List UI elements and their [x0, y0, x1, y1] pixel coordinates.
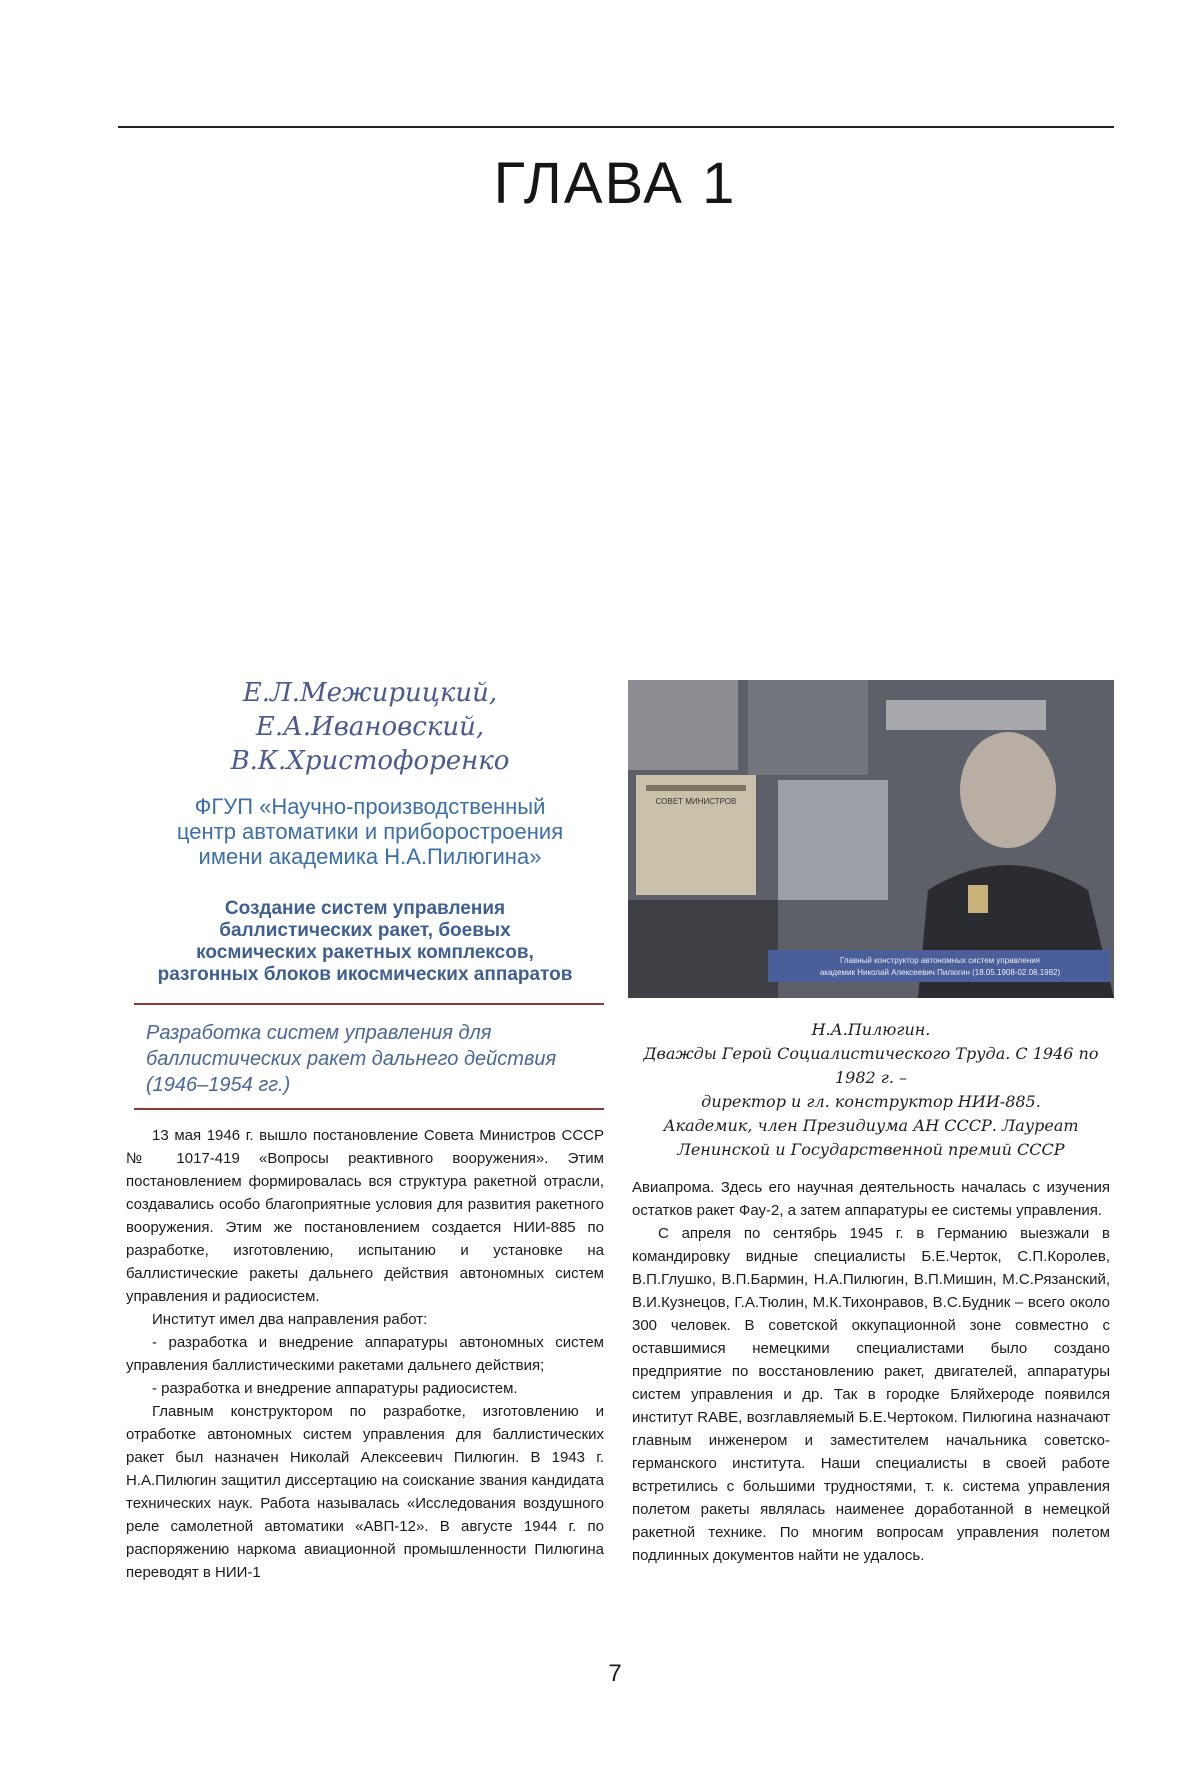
authors	[130, 676, 610, 778]
top-rule	[118, 126, 1114, 128]
caption-line-4: Академик, член Президиума АН СССР. Лауреат	[628, 1114, 1114, 1138]
section-title-line-1: Разработка систем управления для	[146, 1020, 606, 1046]
right-column-text	[632, 1176, 1110, 1567]
paragraph: 13 мая 1946 г. вышло постановление Совета Министров СССР № 1017-419 «Вопросы реактивного вооружения». Этим постановлением формировалась вся структура ракетной отрасли, создавались особо благоприятные условия для развития ракетного вооружения. Этим же постановлением создается НИИ-885 по разработке, изготовлению, испытанию и установке на баллистические ракеты дальнего действия автономных систем управления и радиосистем.	[126, 1124, 604, 1308]
photo-caption-band	[768, 950, 1110, 982]
topic-line-1: Создание систем управления	[130, 898, 600, 920]
section-rule-top	[134, 1003, 604, 1005]
section-title-line-3: (1946–1954 гг.)	[146, 1072, 606, 1098]
organization	[140, 794, 600, 869]
paragraph: - разработка и внедрение аппаратуры автономных систем управления баллистическими ракетами дальнего действия;	[126, 1331, 604, 1377]
paragraph: Главным конструктором по разработке, изготовлению и отработке автономных систем управления для баллистических ракет был назначен Николай Алексеевич Пилюгин. В 1943 г. Н.А.Пилюгин защитил диссертацию на соискание звания кандидата технических наук. Работа называлась «Исследования воздушного реле самолетной автоматики «АВП-12». В августе 1944 г. по распоряжению наркома авиационной промышленности Пилюгина переводят в НИИ-1	[126, 1400, 604, 1584]
topic-heading	[130, 898, 600, 986]
authors-line-1: Е.Л.Межирицкий, Е.А.Ивановский,	[130, 676, 610, 744]
pilyugin-photo	[628, 680, 1114, 998]
paragraph: - разработка и внедрение аппаратуры радиосистем.	[126, 1377, 604, 1400]
paragraph: Авиапрома. Здесь его научная деятельность началась с изучения остатков ракет Фау-2, а затем аппаратуры ее системы управления.	[632, 1176, 1110, 1222]
left-column-text	[126, 1124, 604, 1584]
section-title-line-2: баллистических ракет дальнего действия	[146, 1046, 606, 1072]
page-number: 7	[0, 1660, 1200, 1688]
organization-line-1: ФГУП «Научно-производственный	[140, 794, 600, 819]
authors-line-2: В.К.Христофоренко	[130, 744, 610, 778]
caption-line-2: Дважды Герой Социалистического Труда. С 1946 по 1982 г. –	[628, 1042, 1114, 1090]
paragraph: Институт имел два направления работ:	[126, 1308, 604, 1331]
chapter-title: ГЛАВА 1	[0, 150, 1200, 217]
band-line-2: академик Николай Алексеевич Пилюгин (18.05.1908-02.08.1982)	[820, 968, 1061, 977]
photo-collage	[628, 680, 1114, 998]
doc-label: СОВЕТ МИНИСТРОВ	[656, 797, 737, 806]
topic-line-2: баллистических ракет, боевых	[130, 920, 600, 942]
topic-line-3: космических ракетных комплексов,	[130, 942, 600, 964]
caption-line-3: директор и гл. конструктор НИИ-885.	[628, 1090, 1114, 1114]
section-title	[146, 1020, 606, 1098]
caption-line-5: Ленинской и Государственной премий СССР	[628, 1138, 1114, 1162]
photo-caption	[628, 1018, 1114, 1162]
paragraph: С апреля по сентябрь 1945 г. в Германию выезжали в командировку видные специалисты Б.Е.Черток, С.П.Королев, В.П.Глушко, В.П.Бармин, Н.А.Пилюгин, В.П.Мишин, М.С.Рязанский, В.И.Кузнецов, Г.А.Тюлин, М.К.Тихонравов, В.С.Будник – всего около 300 человек. В советской оккупационной зоне совместно с оставшимися немецкими специалистами было создано предприятие по восстановлению ракет, двигателей, аппаратуры систем управления и др. Так в городке Бляйхероде появился институт RABE, возглавляемый Б.Е.Чертоком. Пилюгина назначают главным инженером и заместителем начальника советско-германского института. Наши специалисты в своей работе встретились с большими трудностями, т. к. система управления полетом ракеты являлась наименее доработанной в немецкой ракетной технике. По многим вопросам управления полетом подлинных документов найти не удалось.	[632, 1222, 1110, 1567]
section-rule-bottom	[134, 1108, 604, 1110]
organization-line-3: имени академика Н.А.Пилюгина»	[140, 844, 600, 869]
band-line-1: Главный конструктор автономных систем управления	[840, 956, 1040, 965]
topic-line-4: разгонных блоков икосмических аппаратов	[130, 964, 600, 986]
organization-line-2: центр автоматики и приборостроения	[140, 819, 600, 844]
caption-name: Н.А.Пилюгин.	[628, 1018, 1114, 1042]
